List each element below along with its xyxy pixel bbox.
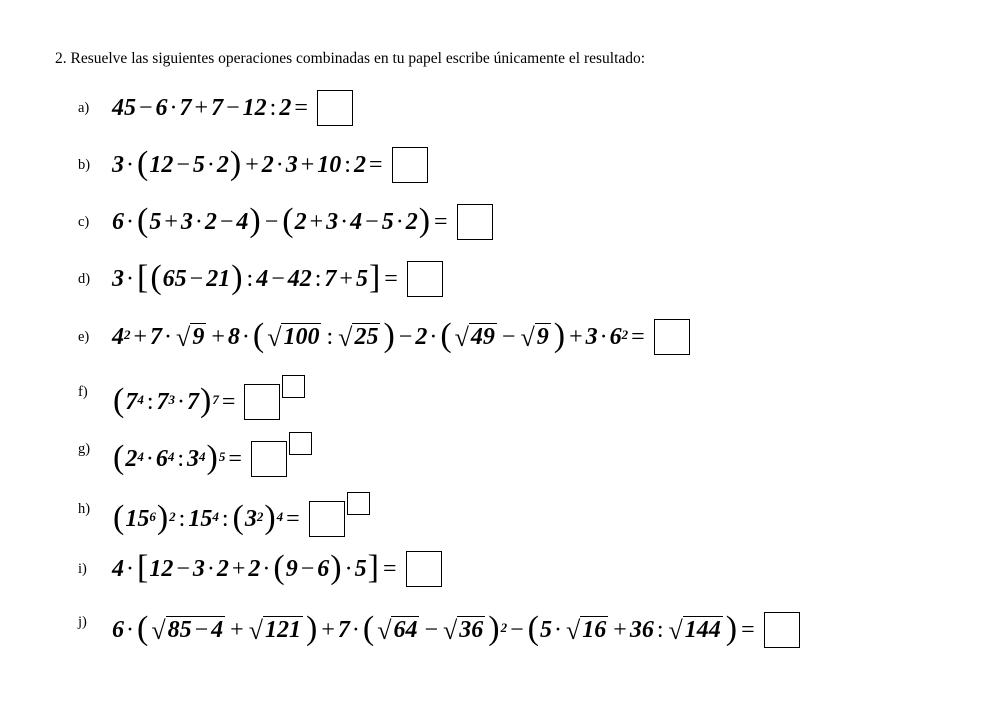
expression-h: ( 15 $^6$ ) $^2$ : 15 $^4$ : ( 3 $^2$ ) $^4$ = (112, 501, 370, 537)
expression-d: 3 · [ ( 65 − 21 ) : 4 − 42 : 7 + 5 ] = (112, 261, 443, 297)
item-label: f) (78, 384, 88, 400)
square-root: √ 25 (338, 322, 379, 352)
exponent-answer-box[interactable] (289, 432, 312, 455)
answer-box[interactable] (392, 147, 428, 183)
exponent-answer-box[interactable] (282, 375, 305, 398)
answer-box[interactable] (317, 90, 353, 126)
expression-e: 4 $^2$ + 7 · √ 9 + 8 · ( √ 100 : √ 25 ) − 2 · ( √ 49 − √ 9 ) + 3 · 6 $^2$ = (112, 319, 690, 355)
square-root: √ 9 (176, 322, 205, 352)
exercise-row-i (0, 547, 1000, 597)
expression-j: 6 · ( √ 85 − 4 + √ 121 ) + 7 · ( √ 64 − √ 36 ) $^2$ − ( 5 · √ 16 + 36 : √ 144 ) = (112, 612, 800, 648)
item-label: a) (78, 100, 90, 116)
exercise-row-j (0, 608, 1000, 658)
expression-b: 3 · ( 12 − 5 · 2 ) + 2 · 3 + 10 : 2 = (112, 147, 428, 183)
exercise-row-h (0, 495, 1000, 545)
answer-box[interactable] (244, 384, 280, 420)
answer-box[interactable] (457, 204, 493, 240)
square-root: √ 49 (454, 322, 495, 352)
answer-box[interactable] (406, 551, 442, 587)
expression-i: 4 · [ 12 − 3 · 2 + 2 · ( 9 − 6 ) · 5 ] = (112, 551, 442, 587)
item-label: d) (78, 271, 91, 287)
answer-box[interactable] (654, 319, 690, 355)
exercise-row-c (0, 200, 1000, 250)
square-root: √ 64 (377, 615, 418, 645)
item-label: g) (78, 441, 91, 457)
answer-box[interactable] (764, 612, 800, 648)
exercise-row-f (0, 378, 1000, 428)
square-root: √ 36 (443, 615, 484, 645)
square-root: √ 121 (248, 615, 301, 645)
square-root: √ 85 − 4 (151, 615, 224, 645)
exponent-answer-box[interactable] (347, 492, 370, 515)
square-root: √ 100 (267, 322, 320, 352)
exercise-row-d (0, 257, 1000, 307)
square-root: √ 16 (566, 615, 607, 645)
item-label: j) (78, 614, 87, 630)
square-root: √ 9 (520, 322, 549, 352)
expression-a: 45 − 6 · 7 + 7 − 12 : 2 = (112, 90, 353, 126)
expression-g: ( 2 $^4$ · 6 $^4$ : 3 $^4$ ) $^5$ = (112, 441, 312, 477)
exercise-row-e (0, 315, 1000, 365)
answer-box[interactable] (251, 441, 287, 477)
answer-box[interactable] (309, 501, 345, 537)
item-label: b) (78, 157, 91, 173)
exercise-row-b (0, 143, 1000, 193)
item-label: i) (78, 561, 87, 577)
item-label: h) (78, 501, 91, 517)
exercise-row-g (0, 435, 1000, 485)
exercise-row-a (0, 86, 1000, 136)
exercise-instructions: 2. Resuelve las siguientes operaciones combinadas en tu papel escribe únicamente el resultado: (55, 50, 646, 67)
expression-c: 6 · ( 5 + 3 · 2 − 4 ) − ( 2 + 3 · 4 − 5 · 2 ) = (112, 204, 493, 240)
answer-box[interactable] (407, 261, 443, 297)
expression-f: ( 7 $^4$ : 7 $^3$ · 7 ) $^7$ = (112, 384, 305, 420)
square-root: √ 144 (668, 615, 721, 645)
item-label: e) (78, 329, 90, 345)
item-label: c) (78, 214, 90, 230)
